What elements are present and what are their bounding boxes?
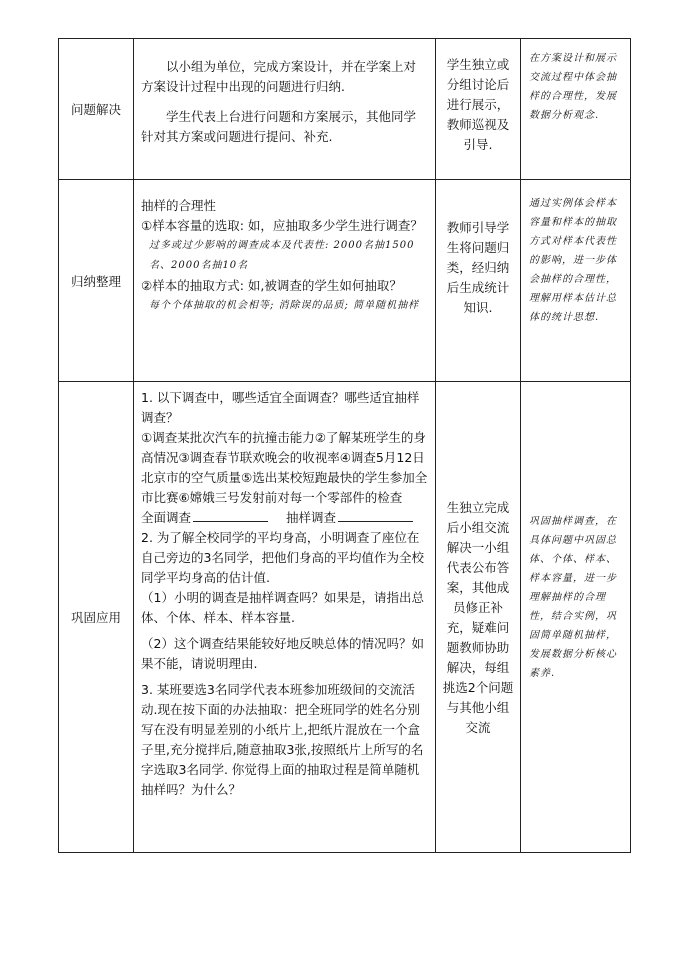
content-title: 抽样的合理性 <box>141 198 217 213</box>
student-activity-text: 学生独立或分组讨论后进行展示，教师巡视及引导. <box>446 57 510 152</box>
content-paragraph: 以小组为单位，完成方案设计，并在学案上对方案设计过程中出现的问题进行归纳. <box>141 59 417 94</box>
exercise-items: ①调查某批次汽车的抗撞击能力②了解某班学生的身高情况③调查春节联欢晚会的收视率④调查5月12日北京市的空气质量⑤选出某校短跑最快的学生参加全市比赛⑥嫦娥三号发射前对每一个零部件的检查 <box>141 430 428 505</box>
design-intent-text: 巩固抽样调查，在具体问题中巩固总体、个体、样本、样本容量，进一步理解抽样的合理性，结合实例，巩固简单随机抽样，发展数据分析核心素养. <box>529 516 617 679</box>
design-intent-cell <box>521 39 631 180</box>
student-activity-text: 教师引导学生将问题归类，经归纳后生成统计知识. <box>446 220 510 315</box>
content-cell <box>134 180 436 382</box>
exercise-question: 3. 某班要选3名同学代表本班参加班级间的交流活动.现在按下面的办法抽取：把全班同学的姓名分别写在没有明显差别的小纸片上,把纸片混放在一个盒子里,充分搅拌后,随意抽取3张,按照纸片上所写的名字选取3名同学. 你觉得上面的抽取过程是简单随机抽样吗？为什么？ <box>141 682 424 797</box>
student-activity-cell <box>436 382 521 853</box>
content-question: ①样本容量的选取: 如，应抽取多少学生进行调查？ <box>141 218 423 233</box>
design-intent-text: 在方案设计和展示交流过程中体会抽样的合理性，发展数据分析观念. <box>529 53 617 121</box>
blank-label-sample: 抽样调查 <box>285 510 336 525</box>
content-question: ②样本的抽取方式: 如,被调查的学生如何抽取？ <box>141 278 402 293</box>
answer-blanks <box>141 508 428 528</box>
lesson-table <box>58 38 631 853</box>
handwritten-answer: 过多或过少影响的调查成本及代表性: 2000名抽1500名、2000名抽10名 <box>149 240 415 271</box>
table-row <box>59 382 631 853</box>
exercise-question: 2. 为了解全校同学的平均身高，小明调查了座位在自己旁边的3名同学，把他们身高的平均值作为全校同学平均身高的估计值. <box>141 530 424 585</box>
answer-blank-line[interactable] <box>193 520 268 522</box>
student-activity-cell <box>436 39 521 180</box>
content-cell <box>134 39 436 180</box>
design-intent-cell <box>521 382 631 853</box>
stage-label: 巩固应用 <box>70 610 121 625</box>
exercise-subquestion: （2）这个调查结果能较好地反映总体的情况吗？如果不能，请说明理由. <box>141 636 424 671</box>
design-intent-text: 通过实例体会样本容量和样本的抽取方式对样本代表性的影响，进一步体会抽样的合理性，理解用样本估计总体的统计思想. <box>529 198 617 323</box>
content-paragraph: 学生代表上台进行问题和方案展示，其他同学针对其方案或问题进行提问、补充. <box>141 109 417 144</box>
exercise-question: 1. 以下调查中，哪些适宜全面调查？哪些适宜抽样调查？ <box>141 390 420 425</box>
student-activity-cell <box>436 180 521 382</box>
stage-cell <box>59 39 134 180</box>
table-row <box>59 39 631 180</box>
blank-label-full: 全面调查 <box>141 510 192 525</box>
stage-cell <box>59 382 134 853</box>
table-row <box>59 180 631 382</box>
exercise-subquestion: （1）小明的调查是抽样调查吗？如果是，请指出总体、个体、样本、样本容量. <box>141 590 424 625</box>
handwritten-answer: 每个个体抽取的机会相等; 消除误的品质; 简单随机抽样 <box>149 300 420 311</box>
student-activity-text: 生独立完成后小组交流解决一小组代表公布答案，其他成员修正补充，疑难问题教师协助解决，每组挑选2个问题与其他小组交流 <box>442 500 514 735</box>
stage-label: 问题解决 <box>70 102 121 117</box>
answer-blank-line[interactable] <box>338 520 413 522</box>
stage-cell <box>59 180 134 382</box>
content-cell <box>134 382 436 853</box>
design-intent-cell <box>521 180 631 382</box>
stage-label: 归纳整理 <box>70 273 121 289</box>
